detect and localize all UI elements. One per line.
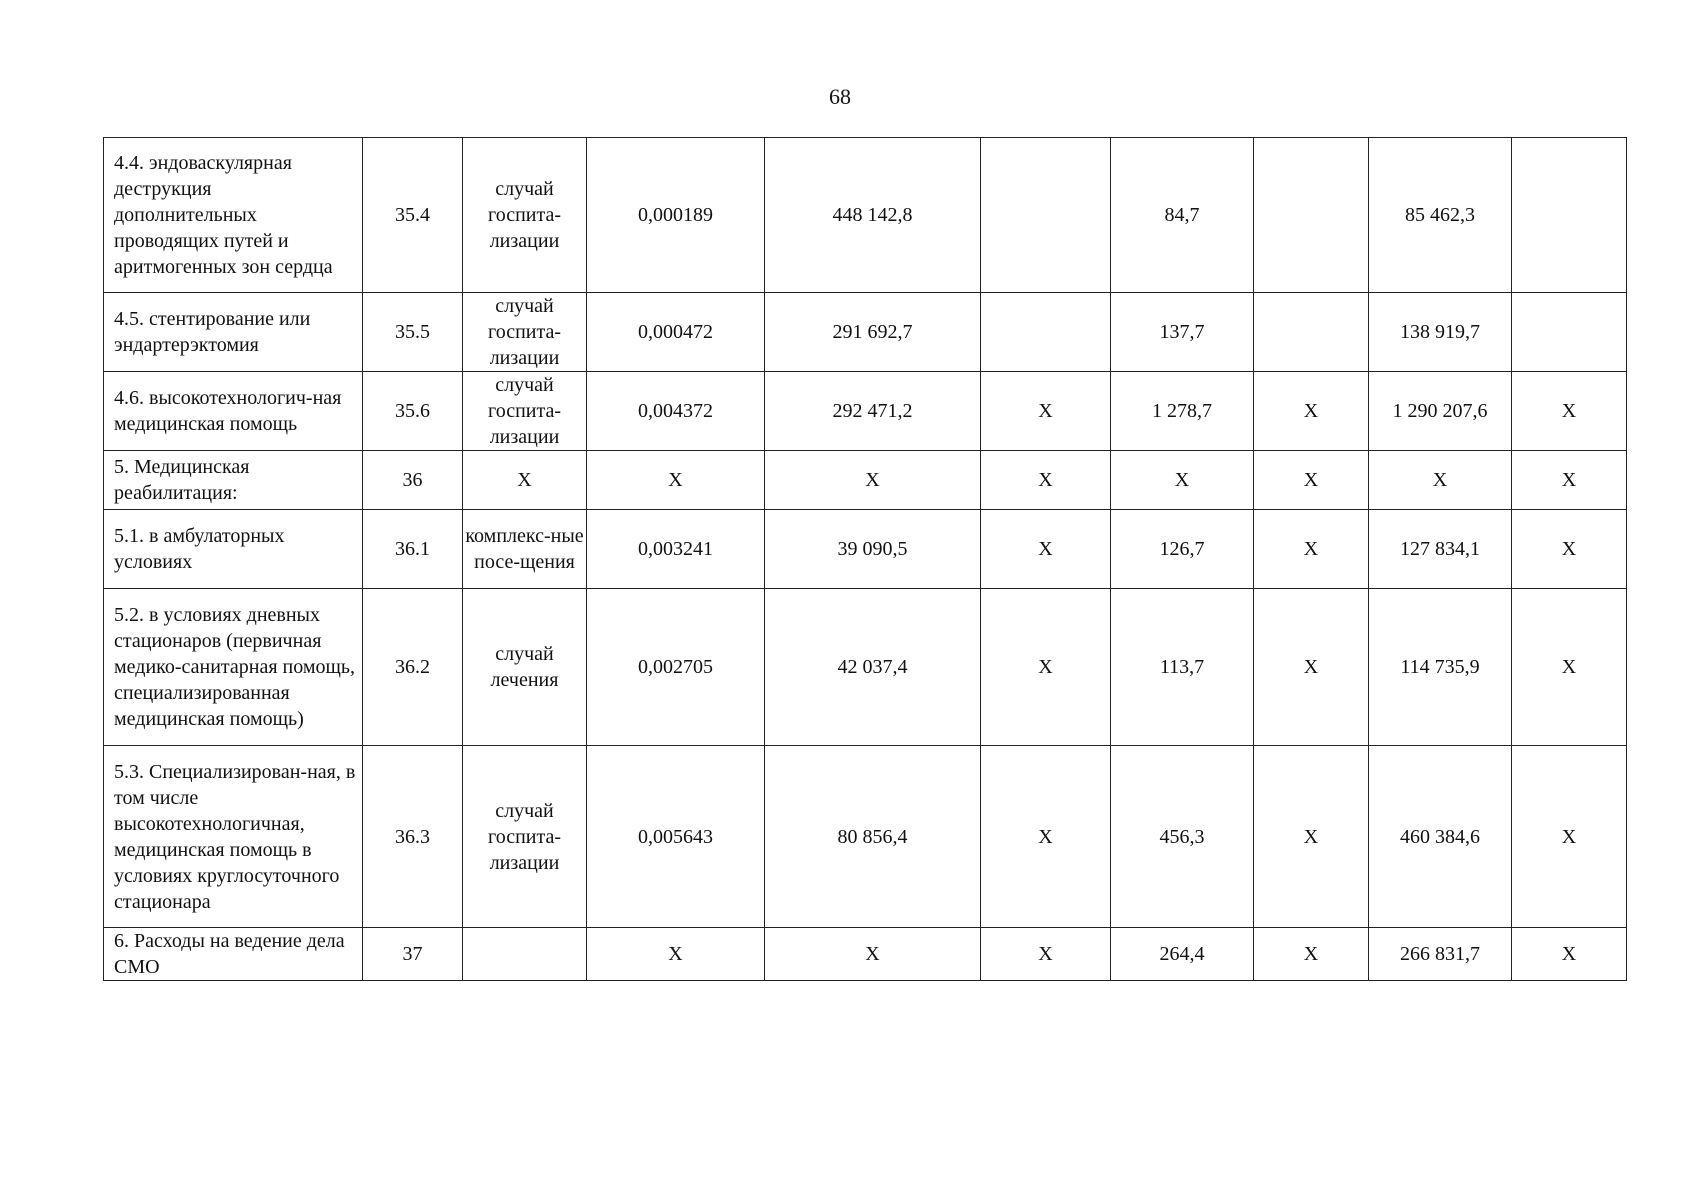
row-code-cell: 36.1	[363, 510, 463, 589]
row-name-cell: 5.3. Специализирован-ная, в том числе высокотехнологичная, медицинская помощь в условиях круглосуточного стационара	[104, 746, 363, 928]
row-code-cell: 36.3	[363, 746, 463, 928]
row-cell: 85 462,3	[1369, 138, 1512, 293]
row-unit-cell: случай госпита-лизации	[463, 138, 587, 293]
row-cell: X	[1512, 451, 1627, 510]
row-code-cell: 35.5	[363, 293, 463, 372]
row-cell: 113,7	[1111, 589, 1254, 746]
row-cell: X	[981, 510, 1111, 589]
row-unit-cell: случай госпита-лизации	[463, 293, 587, 372]
row-cell: 138 919,7	[1369, 293, 1512, 372]
row-cell: 80 856,4	[765, 746, 981, 928]
row-cell: X	[1512, 928, 1627, 981]
table-row	[104, 451, 1627, 510]
row-name-cell: 5.2. в условиях дневных стационаров (первичная медико-санитарная помощь, специализированная медицинская помощь)	[104, 589, 363, 746]
row-name-cell: 5. Медицинская реабилитация:	[104, 451, 363, 510]
table-row	[104, 293, 1627, 372]
row-cell: X	[981, 589, 1111, 746]
row-name-cell: 4.4. эндоваскулярная деструкция дополнительных проводящих путей и аритмогенных зон сердца	[104, 138, 363, 293]
row-cell: 137,7	[1111, 293, 1254, 372]
table-row	[104, 372, 1627, 451]
row-cell: X	[1512, 372, 1627, 451]
row-cell: 0,000472	[587, 293, 765, 372]
row-cell: X	[1512, 589, 1627, 746]
row-name-cell: 6. Расходы на ведение дела СМО	[104, 928, 363, 981]
table-row	[104, 928, 1627, 981]
row-cell: X	[1254, 589, 1369, 746]
row-unit-cell: случай госпита-лизации	[463, 746, 587, 928]
table-row	[104, 589, 1627, 746]
row-cell: X	[1369, 451, 1512, 510]
row-cell: X	[981, 746, 1111, 928]
row-code-cell: 36	[363, 451, 463, 510]
row-cell: X	[981, 372, 1111, 451]
row-cell: 39 090,5	[765, 510, 981, 589]
row-cell: 0,003241	[587, 510, 765, 589]
row-cell: 291 692,7	[765, 293, 981, 372]
row-unit-cell: случай лечения	[463, 589, 587, 746]
financing-table	[103, 137, 1627, 981]
row-cell: X	[981, 451, 1111, 510]
row-cell: X	[1512, 746, 1627, 928]
row-cell: 84,7	[1111, 138, 1254, 293]
row-cell: X	[1254, 928, 1369, 981]
table-row	[104, 510, 1627, 589]
row-cell: 0,000189	[587, 138, 765, 293]
row-cell: X	[1254, 510, 1369, 589]
row-cell	[981, 138, 1111, 293]
row-cell: X	[587, 451, 765, 510]
row-cell	[1254, 293, 1369, 372]
row-cell: 448 142,8	[765, 138, 981, 293]
row-cell: X	[1254, 372, 1369, 451]
row-unit-cell: комплекс-ные посе-щения	[463, 510, 587, 589]
row-cell: 126,7	[1111, 510, 1254, 589]
row-cell: 264,4	[1111, 928, 1254, 981]
row-cell: 0,004372	[587, 372, 765, 451]
row-code-cell: 35.6	[363, 372, 463, 451]
row-cell: X	[981, 928, 1111, 981]
row-cell: 460 384,6	[1369, 746, 1512, 928]
row-cell	[1512, 138, 1627, 293]
row-cell: 292 471,2	[765, 372, 981, 451]
row-cell: 127 834,1	[1369, 510, 1512, 589]
row-cell: X	[765, 451, 981, 510]
row-name-cell: 4.6. высокотехнологич-ная медицинская помощь	[104, 372, 363, 451]
row-cell	[1512, 293, 1627, 372]
page-number: 68	[829, 84, 851, 109]
row-cell: 0,002705	[587, 589, 765, 746]
row-cell: X	[1254, 451, 1369, 510]
row-cell: X	[1512, 510, 1627, 589]
row-cell: X	[1254, 746, 1369, 928]
row-code-cell: 37	[363, 928, 463, 981]
row-unit-cell: X	[463, 451, 587, 510]
row-cell: X	[765, 928, 981, 981]
row-cell: 456,3	[1111, 746, 1254, 928]
row-cell: 114 735,9	[1369, 589, 1512, 746]
row-cell	[981, 293, 1111, 372]
row-cell: 0,005643	[587, 746, 765, 928]
row-cell: 42 037,4	[765, 589, 981, 746]
table-row	[104, 746, 1627, 928]
row-name-cell: 4.5. стентирование или эндартерэктомия	[104, 293, 363, 372]
row-code-cell: 35.4	[363, 138, 463, 293]
row-cell: X	[587, 928, 765, 981]
row-cell: 266 831,7	[1369, 928, 1512, 981]
row-code-cell: 36.2	[363, 589, 463, 746]
row-name-cell: 5.1. в амбулаторных условиях	[104, 510, 363, 589]
row-unit-cell	[463, 928, 587, 981]
row-cell: 1 278,7	[1111, 372, 1254, 451]
row-cell: 1 290 207,6	[1369, 372, 1512, 451]
row-unit-cell: случай госпита-лизации	[463, 372, 587, 451]
row-cell: X	[1111, 451, 1254, 510]
table-row	[104, 138, 1627, 293]
row-cell	[1254, 138, 1369, 293]
